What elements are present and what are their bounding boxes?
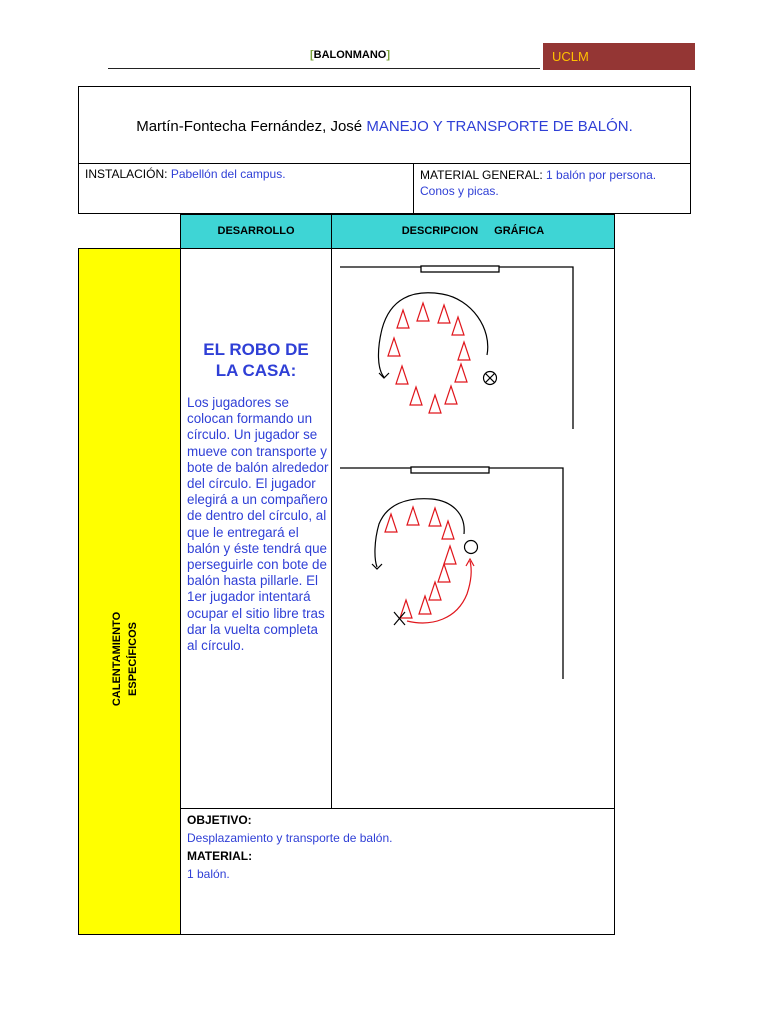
bracket-open: [ [309, 49, 314, 61]
cone-icon [458, 342, 470, 360]
chase-path [407, 561, 471, 623]
header-rule [108, 68, 540, 69]
activity-description: Los jugadores se colocan formando un círculo. Un jugador se mueve con transporte y bote de balón alrededor del círculo. El jugador elegirá a un compañero de dentro del círculo, al que le entregará el balón y éste tendrá que perseguirle con bote de balón hasta pillarle. El 1er jugador intentará ocupar el sitio libre tras dar la vuelta completa al círculo. [187, 395, 329, 654]
cone-icon [385, 514, 397, 532]
bracket-close: ] [386, 49, 391, 61]
installation-label: INSTALACIÓN: [85, 167, 168, 181]
title-block [78, 86, 691, 214]
desarrollo-label: DESARROLLO [217, 225, 295, 237]
descripcion-label: DESCRIPCION [401, 225, 479, 237]
cones-group-1 [388, 303, 470, 413]
goal-icon [411, 467, 489, 473]
court-boundary [340, 468, 563, 679]
cone-icon [429, 395, 441, 413]
subject-name: BALONMANO [313, 49, 387, 61]
activity-diagram [332, 249, 614, 808]
institution-badge [543, 43, 695, 70]
cone-icon [452, 317, 464, 335]
cone-icon [429, 582, 441, 600]
grafica-label: GRÁFICA [494, 225, 545, 237]
material-label: MATERIAL: [187, 849, 253, 863]
cone-icon [444, 546, 456, 564]
general-material-value-2: Conos y picas. [420, 184, 499, 198]
cone-icon [445, 386, 457, 404]
cone-icon [429, 508, 441, 526]
general-material-value-1: 1 balón por persona. [546, 168, 657, 182]
grafica-cell [331, 248, 615, 809]
desarrollo-cell [180, 248, 332, 809]
court-diagram-1 [340, 266, 573, 429]
phase-column [78, 248, 181, 935]
objective-value: Desplazamiento y transporte de balón. [187, 831, 393, 845]
objective-label: OBJETIVO: [187, 813, 252, 827]
phase-label [109, 559, 149, 759]
phase-label-line-2: ESPECÍFICOS [127, 622, 139, 696]
cone-icon [397, 310, 409, 328]
general-material-label: MATERIAL GENERAL: [420, 168, 543, 182]
cone-icon [442, 521, 454, 539]
dribble-path [375, 499, 464, 567]
cone-icon [396, 366, 408, 384]
cone-icon [410, 387, 422, 405]
dribble-path [378, 293, 487, 377]
title-row [79, 87, 690, 164]
court-diagram-2 [340, 467, 563, 679]
court-boundary [340, 267, 573, 429]
activity-title-line-2: LA CASA: [215, 361, 297, 380]
installation-value: Pabellón del campus. [170, 167, 286, 181]
activity-title-line-1: EL ROBO DE [203, 340, 309, 359]
goal-icon [421, 266, 499, 272]
cone-icon [407, 507, 419, 525]
installation-cell [79, 164, 414, 213]
column-header-grafica [331, 214, 615, 249]
author-name: Martín-Fontecha Fernández, José [136, 118, 363, 135]
cone-icon [388, 338, 400, 356]
cone-icon [438, 305, 450, 323]
cone-icon [455, 364, 467, 382]
column-header-desarrollo [180, 214, 332, 249]
material-value: 1 balón. [187, 867, 230, 881]
objective-cell [180, 808, 615, 935]
phase-label-line-1: CALENTAMIENTO [111, 611, 123, 707]
cone-icon [438, 564, 450, 582]
activity-title [181, 339, 331, 381]
player-circle-icon [465, 541, 478, 554]
subject-label [300, 49, 400, 61]
session-title: MANEJO Y TRANSPORTE DE BALÓN. [366, 118, 633, 135]
general-material-cell [414, 164, 690, 213]
cone-icon [417, 303, 429, 321]
dribble-arrowhead [379, 373, 389, 378]
institution-name: UCLM [552, 49, 589, 64]
cones-group-2 [385, 507, 456, 618]
